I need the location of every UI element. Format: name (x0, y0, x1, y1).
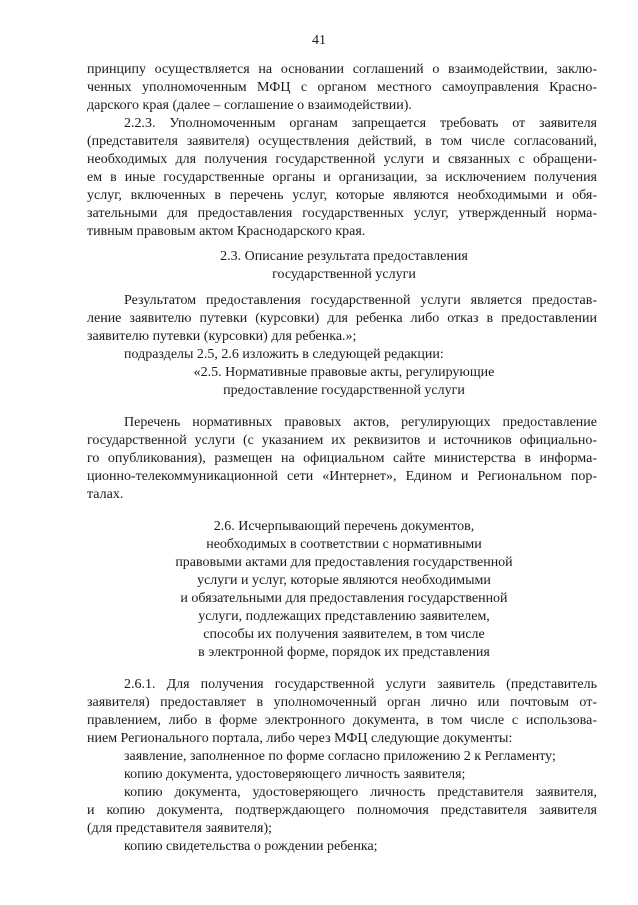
para-2-2-3-line-3: необходимых для получения государственной услуги и связанных с обращени- (87, 152, 597, 167)
heading-2-6-line-2: необходимых в соответствии с нормативными (206, 537, 482, 552)
heading-2-5-line-2: предоставление государственной услуги (223, 383, 465, 398)
page-number: 41 (312, 33, 326, 48)
heading-2-6-line-1: 2.6. Исчерпывающий перечень документов, (213, 519, 475, 534)
para-result-line-1: Результатом предоставления государственной услуги является предостав- (124, 293, 597, 308)
heading-2-6-line-4: услуги и услуг, которые являются необходимыми (197, 573, 491, 588)
para-2-6-1-line-7: копию документа, удостоверяющего личность представителя заявителя, (124, 785, 597, 800)
para-result-line-2: ление заявителю путевки (курсовки) для ребенка либо отказ в предоставлении (87, 311, 597, 326)
para-2-5-line-4: ционно-телекоммуникационной сети «Интернет», Едином и Региональном пор- (87, 469, 597, 484)
heading-2-6-line-5: и обязательными для предоставления государственной (180, 591, 508, 606)
para-2-6-1-line-2: заявителя) предоставляет в уполномоченный орган лично или почтовым от- (87, 695, 597, 710)
heading-2-3-line-2: государственной услуги (272, 267, 416, 282)
para-result-line-3: заявителю путевки (курсовки) для ребенка.»; (87, 329, 357, 344)
para-2-2-3-line-2: (представителя заявителя) осуществления действий, в том числе согласований, (87, 134, 597, 149)
heading-2-6-line-7: способы их получения заявителем, в том числе (203, 627, 485, 642)
para-2-5-line-3: го опубликования), размещен на официальном сайте министерства в информа- (87, 451, 597, 466)
para-2-6-1-line-8: и копию документа, подтверждающего полномочия представителя заявителя (87, 803, 597, 818)
para-2-2-3-line-4: ем в иные государственные органы и организации, за исключением получения (87, 170, 597, 185)
para-1-line-2: ченных уполномоченным МФЦ с органом местного самоуправления Красно- (87, 80, 597, 95)
para-2-6-1-line-1: 2.6.1. Для получения государственной услуги заявитель (представитель (124, 677, 597, 692)
heading-2-6-line-8: в электронной форме, порядок их представления (198, 645, 490, 660)
para-2-6-1-line-3: правлением, либо в форме электронного документа, в том числе с использова- (87, 713, 597, 728)
para-2-6-1-line-5: заявление, заполненное по форме согласно приложению 2 к Регламенту; (124, 749, 556, 764)
para-2-5-line-1: Перечень нормативных правовых актов, регулирующих предоставление (124, 415, 597, 430)
para-1-line-3: дарского края (далее – соглашение о взаимодействии). (87, 98, 412, 113)
para-subsections: подразделы 2.5, 2.6 изложить в следующей редакции: (124, 347, 444, 362)
para-2-6-1-line-10: копию свидетельства о рождении ребенка; (124, 839, 378, 854)
heading-2-3-line-1: 2.3. Описание результата предоставления (220, 249, 468, 264)
para-2-5-line-2: государственной услуги (с указанием их реквизитов и источников официально- (87, 433, 597, 448)
heading-2-5-line-1: «2.5. Нормативные правовые акты, регулирующие (193, 365, 495, 380)
para-1-line-1: принципу осуществляется на основании соглашений о взаимодействии, заклю- (87, 62, 597, 77)
para-2-6-1-line-6: копию документа, удостоверяющего личность заявителя; (124, 767, 466, 782)
para-2-2-3-line-1: 2.2.3. Уполномоченным органам запрещается требовать от заявителя (124, 116, 597, 131)
para-2-2-3-line-7: тивным правовым актом Краснодарского края. (87, 224, 366, 239)
heading-2-6-line-3: правовыми актами для предоставления государственной (175, 555, 513, 570)
para-2-6-1-line-9: (для представителя заявителя); (87, 821, 273, 836)
para-2-2-3-line-6: зательными для предоставления государственных услуг, утвержденный норма- (87, 206, 597, 221)
para-2-6-1-line-4: нием Регионального портала, либо через МФЦ следующие документы: (87, 731, 513, 746)
para-2-5-line-5: талах. (87, 487, 124, 502)
para-2-2-3-line-5: услуг, включенных в перечень услуг, которые являются необходимыми и обя- (87, 188, 597, 203)
heading-2-6-line-6: услуги, подлежащих представлению заявителем, (198, 609, 490, 624)
